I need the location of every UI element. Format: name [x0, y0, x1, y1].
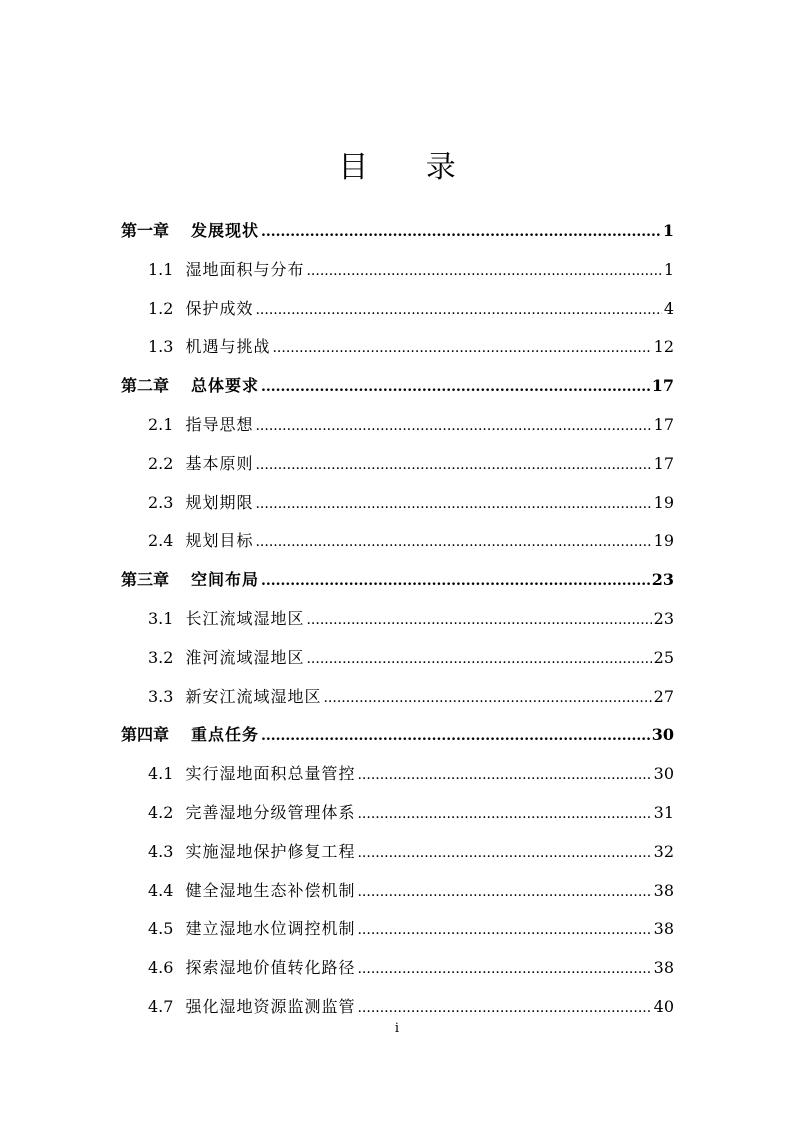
toc-entry-page: 19 — [653, 531, 674, 551]
toc-entry-label: 空间布局 — [191, 570, 260, 590]
toc-section-entry[interactable] — [121, 910, 674, 949]
toc-entry-page: 32 — [653, 841, 674, 861]
toc-dot-leader — [306, 640, 651, 679]
toc-entry-label: 新安江流域湿地区 — [185, 686, 322, 706]
toc-entry-page: 23 — [653, 608, 674, 628]
toc-entry-page: 25 — [653, 647, 674, 667]
toc-entry-page: 38 — [653, 958, 674, 978]
toc-entry-label: 实施湿地保护修复工程 — [185, 841, 356, 861]
toc-section-entry[interactable] — [121, 833, 674, 872]
toc-entry-label: 完善湿地分级管理体系 — [185, 802, 356, 822]
toc-dot-leader — [272, 329, 651, 368]
toc-entry-label: 健全湿地生态补偿机制 — [185, 880, 356, 900]
toc-entry-page: 38 — [653, 919, 674, 939]
toc-entry-number: 4.7 — [148, 996, 174, 1016]
toc-entry-page: 31 — [653, 802, 674, 822]
toc-entry-label: 实行湿地面积总量管控 — [185, 764, 356, 784]
toc-entry-page: 1 — [662, 221, 674, 240]
toc-entry-page: 23 — [651, 570, 674, 590]
toc-dot-leader — [255, 485, 651, 524]
toc-dot-leader — [255, 291, 661, 330]
table-of-contents — [121, 212, 674, 1027]
toc-section-entry[interactable] — [121, 639, 674, 678]
toc-entry-page: 12 — [653, 337, 674, 357]
toc-entry-number: 第二章 — [121, 376, 170, 396]
toc-section-entry[interactable] — [121, 251, 674, 290]
toc-entry-number: 1.2 — [148, 298, 174, 318]
toc-entry-label: 建立湿地水位调控机制 — [185, 919, 356, 939]
toc-entry-label: 规划目标 — [185, 531, 254, 551]
toc-section-entry[interactable] — [121, 872, 674, 911]
toc-entry-label: 机遇与挑战 — [185, 337, 271, 357]
toc-entry-number: 2.1 — [148, 414, 174, 434]
toc-dot-leader — [357, 911, 651, 950]
toc-chapter-entry[interactable] — [121, 367, 674, 406]
toc-entry-number: 4.4 — [148, 880, 174, 900]
toc-entry-page: 17 — [651, 376, 674, 396]
toc-dot-leader — [357, 795, 651, 834]
toc-entry-number: 2.4 — [148, 531, 174, 551]
toc-section-entry[interactable] — [121, 794, 674, 833]
toc-entry-label: 保护成效 — [185, 298, 254, 318]
toc-entry-page: 27 — [653, 686, 674, 706]
toc-section-entry[interactable] — [121, 600, 674, 639]
toc-dot-leader — [357, 873, 651, 912]
toc-entry-number: 第一章 — [121, 221, 170, 240]
toc-entry-page: 17 — [653, 453, 674, 473]
toc-section-entry[interactable] — [121, 290, 674, 329]
toc-entry-label: 重点任务 — [191, 725, 260, 745]
toc-entry-page: 30 — [651, 725, 674, 745]
toc-dot-leader — [306, 601, 651, 640]
toc-chapter-entry[interactable] — [121, 561, 674, 600]
toc-section-entry[interactable] — [121, 484, 674, 523]
toc-entry-page: 19 — [653, 492, 674, 512]
toc-entry-number: 3.2 — [148, 647, 174, 667]
toc-entry-page: 40 — [653, 996, 674, 1016]
toc-entry-page: 30 — [653, 764, 674, 784]
toc-entry-page: 1 — [663, 259, 674, 279]
toc-entry-label: 规划期限 — [185, 492, 254, 512]
toc-dot-leader — [261, 562, 650, 601]
toc-entry-number: 4.1 — [148, 764, 174, 784]
toc-chapter-entry[interactable] — [121, 716, 674, 755]
toc-entry-number: 4.6 — [148, 958, 174, 978]
toc-entry-number: 4.5 — [148, 919, 174, 939]
toc-dot-leader — [306, 252, 661, 291]
toc-dot-leader — [357, 756, 651, 795]
toc-section-entry[interactable] — [121, 755, 674, 794]
toc-section-entry[interactable] — [121, 328, 674, 367]
toc-entry-page: 17 — [653, 414, 674, 434]
toc-dot-leader — [261, 213, 661, 252]
toc-dot-leader — [357, 834, 651, 873]
toc-section-entry[interactable] — [121, 678, 674, 717]
toc-dot-leader — [255, 523, 651, 562]
toc-entry-label: 指导思想 — [185, 414, 254, 434]
toc-section-entry[interactable] — [121, 949, 674, 988]
toc-chapter-entry[interactable] — [121, 212, 674, 251]
toc-section-entry[interactable] — [121, 445, 674, 484]
toc-dot-leader — [357, 950, 651, 989]
toc-entry-number: 3.3 — [148, 686, 174, 706]
toc-entry-number: 4.3 — [148, 841, 174, 861]
toc-section-entry[interactable] — [121, 406, 674, 445]
toc-entry-number: 4.2 — [148, 802, 174, 822]
page-number: i — [394, 1021, 400, 1036]
toc-entry-label: 湿地面积与分布 — [185, 259, 305, 279]
toc-entry-number: 第四章 — [121, 725, 170, 745]
toc-entry-number: 2.3 — [148, 492, 174, 512]
toc-entry-label: 总体要求 — [191, 376, 260, 396]
toc-entry-label: 淮河流域湿地区 — [185, 647, 305, 667]
toc-entry-number: 1.3 — [148, 337, 174, 357]
page-title: 目 录 — [338, 150, 480, 185]
toc-entry-number: 3.1 — [148, 608, 174, 628]
toc-entry-number: 2.2 — [148, 453, 174, 473]
toc-entry-label: 基本原则 — [185, 453, 254, 473]
toc-dot-leader — [261, 717, 650, 756]
toc-entry-label: 强化湿地资源监测监管 — [185, 996, 356, 1016]
toc-entry-page: 4 — [663, 298, 674, 318]
toc-entry-number: 第三章 — [121, 570, 170, 590]
toc-section-entry[interactable] — [121, 522, 674, 561]
toc-dot-leader — [261, 368, 650, 407]
toc-entry-label: 发展现状 — [191, 221, 260, 240]
toc-entry-page: 38 — [653, 880, 674, 900]
toc-dot-leader — [255, 446, 651, 485]
toc-entry-label: 探索湿地价值转化路径 — [185, 958, 356, 978]
toc-entry-number: 1.1 — [148, 259, 174, 279]
toc-entry-label: 长江流域湿地区 — [185, 608, 305, 628]
toc-dot-leader — [255, 407, 651, 446]
toc-dot-leader — [323, 679, 651, 718]
